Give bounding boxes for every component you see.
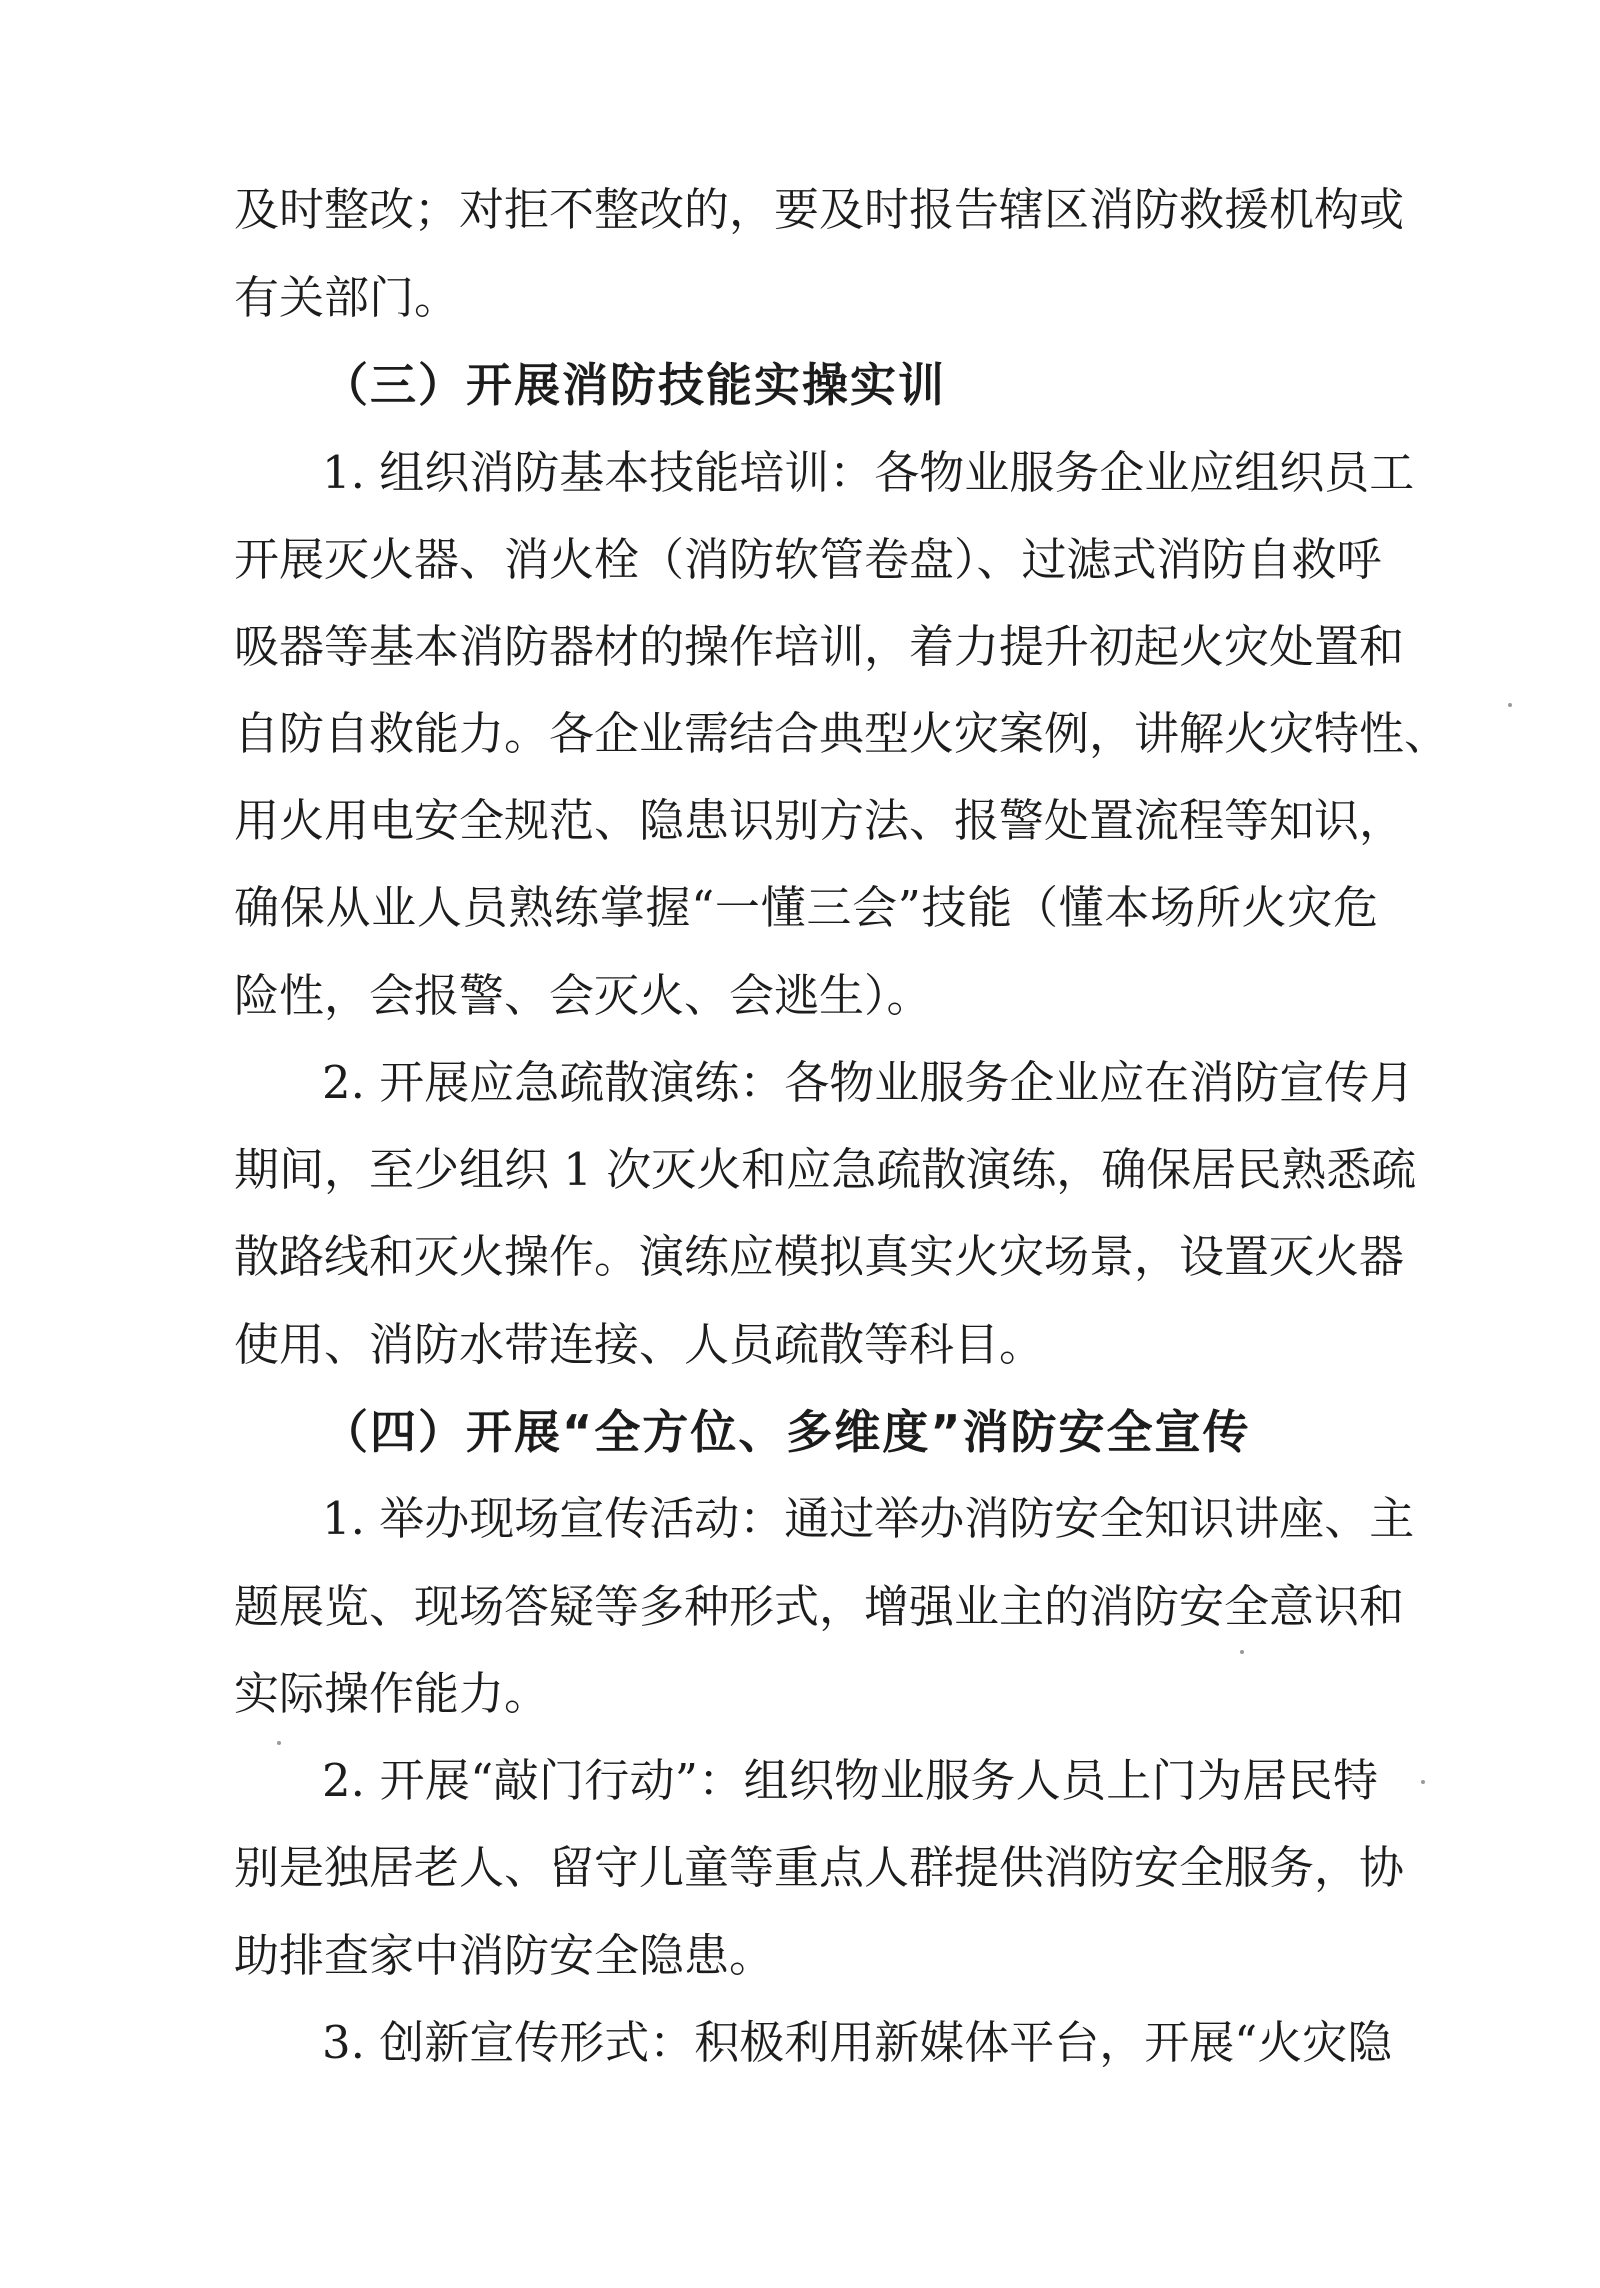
body-text-line: 别是独居老人、留守儿童等重点人群提供消防安全服务，协 (234, 1841, 1405, 1894)
section-heading-4: （四）开展“全方位、多维度”消防安全宣传 (322, 1405, 1251, 1459)
body-text-line: 使用、消防水带连接、人员疏散等科目。 (234, 1318, 1045, 1371)
body-text-line: 2. 开展“敲门行动”：组织物业服务人员上门为居民特 (322, 1754, 1378, 1807)
body-text-line: 期间，至少组织 1 次灭火和应急疏散演练，确保居民熟悉疏 (234, 1143, 1417, 1196)
body-text-line: 题展览、现场答疑等多种形式，增强业主的消防安全意识和 (234, 1580, 1405, 1633)
body-text-line: 吸器等基本消防器材的操作培训，着力提升初起火灾处置和 (234, 620, 1405, 673)
body-text-line: 2. 开展应急疏散演练：各物业服务企业应在消防宣传月 (322, 1056, 1415, 1109)
body-text-line: 自防自救能力。各企业需结合典型火灾案例，讲解火灾特性、 (234, 707, 1450, 760)
body-text-line: 1. 举办现场宣传活动：通过举办消防安全知识讲座、主 (322, 1492, 1415, 1545)
body-text-line: 实际操作能力。 (234, 1667, 550, 1720)
body-text-line: 确保从业人员熟练掌握“一懂三会”技能（懂本场所火灾危 (234, 881, 1378, 934)
body-text-line: 用火用电安全规范、隐患识别方法、报警处置流程等知识， (234, 794, 1405, 847)
scan-speck (1508, 703, 1512, 707)
body-text-line: 险性，会报警、会灭火、会逃生）。 (234, 969, 932, 1022)
body-text-line: 及时整改；对拒不整改的，要及时报告辖区消防救援机构或 (234, 183, 1405, 236)
body-text-line: 开展灭火器、消火栓（消防软管卷盘）、过滤式消防自救呼 (234, 533, 1382, 586)
body-text-line: 散路线和灭火操作。演练应模拟真实火灾场景，设置灭火器 (234, 1230, 1405, 1283)
scan-speck (277, 1741, 281, 1745)
scan-speck (1421, 1780, 1425, 1784)
body-text-line: 助排查家中消防安全隐患。 (234, 1929, 775, 1982)
body-text-line: 1. 组织消防基本技能培训：各物业服务企业应组织员工 (322, 446, 1415, 499)
body-text-line: 3. 创新宣传形式：积极利用新媒体平台，开展“火灾隐 (322, 2016, 1393, 2069)
scan-speck (1240, 1650, 1244, 1654)
section-heading-3: （三）开展消防技能实操实训 (322, 358, 946, 412)
body-text-line: 有关部门。 (234, 271, 460, 324)
